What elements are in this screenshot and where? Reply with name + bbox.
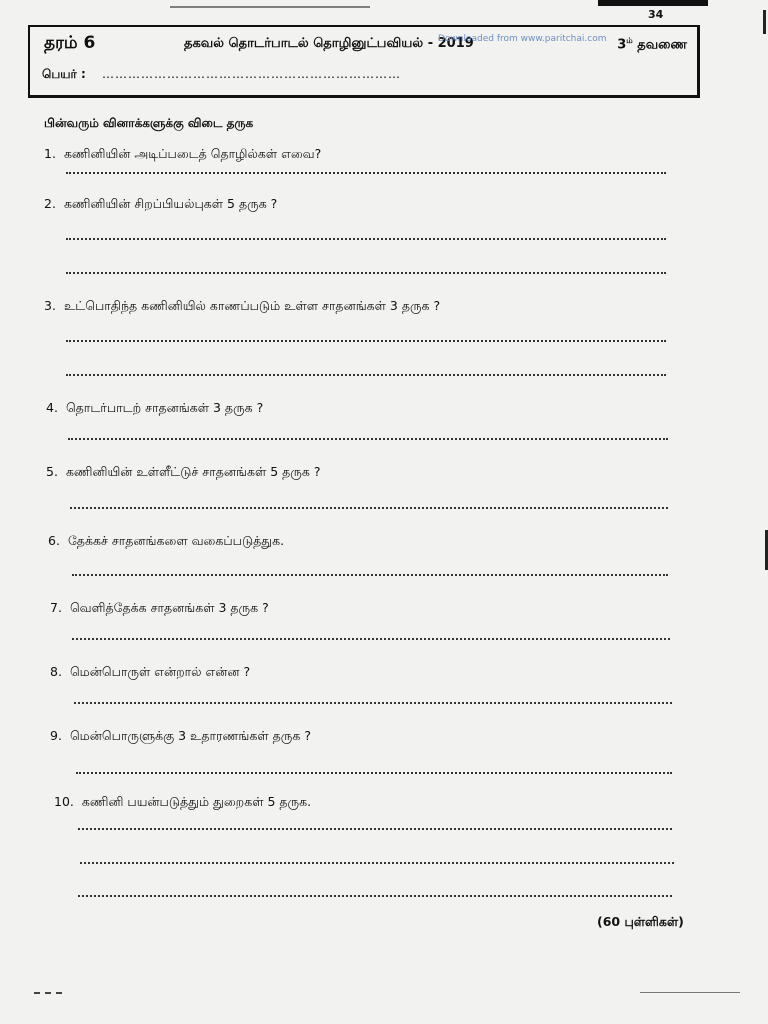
- watermark: Downloaded from www.paritchai.com: [438, 34, 607, 44]
- question-text: வெளித்தேக்க சாதனங்கள் 3 தருக ?: [69, 600, 269, 615]
- answer-line: [80, 860, 674, 864]
- answer-line: [66, 236, 666, 240]
- name-label: பெயர் :: [42, 67, 86, 81]
- answer-line: [74, 700, 672, 704]
- question-number: 2.: [44, 196, 56, 211]
- question-2: [44, 196, 277, 213]
- question-text: கணினியின் அடிப்படைத் தொழில்கள் எவை?: [63, 146, 322, 161]
- instructions: பின்வரும் வினாக்களுக்கு விடை தருக: [44, 116, 254, 130]
- question-number: 1.: [44, 146, 56, 161]
- question-7: [50, 600, 269, 617]
- corner-tab: [598, 0, 708, 6]
- answer-line: [66, 338, 666, 342]
- question-9: [50, 728, 311, 745]
- answer-line: [68, 436, 668, 440]
- question-text: கணினியின் சிறப்பியல்புகள் 5 தருக ?: [63, 196, 278, 211]
- footer-dash: [34, 992, 62, 994]
- question-number: 8.: [50, 664, 62, 679]
- term-label: [617, 36, 687, 53]
- question-number: 3.: [44, 298, 56, 313]
- answer-line: [72, 636, 670, 640]
- answer-line: [72, 572, 668, 576]
- question-text: மென்பொருளுக்கு 3 உதாரணங்கள் தருக ?: [69, 728, 311, 743]
- answer-line: [76, 770, 672, 774]
- question-number: 10.: [54, 794, 74, 809]
- edge-mark: [763, 10, 766, 34]
- answer-line: [70, 505, 668, 509]
- question-4: [46, 400, 263, 417]
- question-1: [44, 146, 321, 163]
- answer-line: [66, 372, 666, 376]
- question-3: [44, 298, 440, 315]
- question-text: தொடர்பாடற் சாதனங்கள் 3 தருக ?: [65, 400, 264, 415]
- question-text: கணினியின் உள்ளீட்டுச் சாதனங்கள் 5 தருக ?: [65, 464, 321, 479]
- question-number: 4.: [46, 400, 58, 415]
- answer-line: [78, 893, 672, 897]
- header-box: [28, 25, 700, 98]
- answer-line: [66, 170, 666, 174]
- top-scribble: [170, 0, 370, 8]
- question-text: கணினி பயன்படுத்தும் துறைகள் 5 தருக.: [81, 794, 312, 809]
- term-word: தவணை: [637, 37, 687, 53]
- term-number: 3: [617, 37, 627, 53]
- subject-title: தகவல் தொடர்பாடல் தொழினுட்பவியல் - 2019: [184, 36, 474, 51]
- grade-label: தரம் 6: [44, 33, 96, 53]
- name-line: ……………………………………………………………: [102, 67, 401, 81]
- question-text: உட்பொதிந்த கணினியில் காணப்படும் உள்ள சாதனங்கள் 3 தருக ?: [63, 298, 441, 313]
- term-sup: ம்: [626, 36, 633, 45]
- question-8: [50, 664, 250, 681]
- question-number: 7.: [50, 600, 62, 615]
- question-number: 9.: [50, 728, 62, 743]
- question-10: [54, 794, 311, 811]
- question-5: [46, 464, 320, 481]
- total-marks: (60 புள்ளிகள்): [597, 914, 684, 929]
- answer-line: [66, 270, 666, 274]
- question-number: 6.: [48, 533, 60, 548]
- question-text: மென்பொருள் என்றால் என்ன ?: [69, 664, 251, 679]
- footer-line: [640, 992, 740, 993]
- answer-line: [78, 826, 672, 830]
- question-text: தேக்கச் சாதனங்களை வகைப்படுத்துக.: [67, 533, 285, 548]
- page-number: 34: [648, 8, 664, 21]
- question-number: 5.: [46, 464, 58, 479]
- question-6: [48, 533, 284, 550]
